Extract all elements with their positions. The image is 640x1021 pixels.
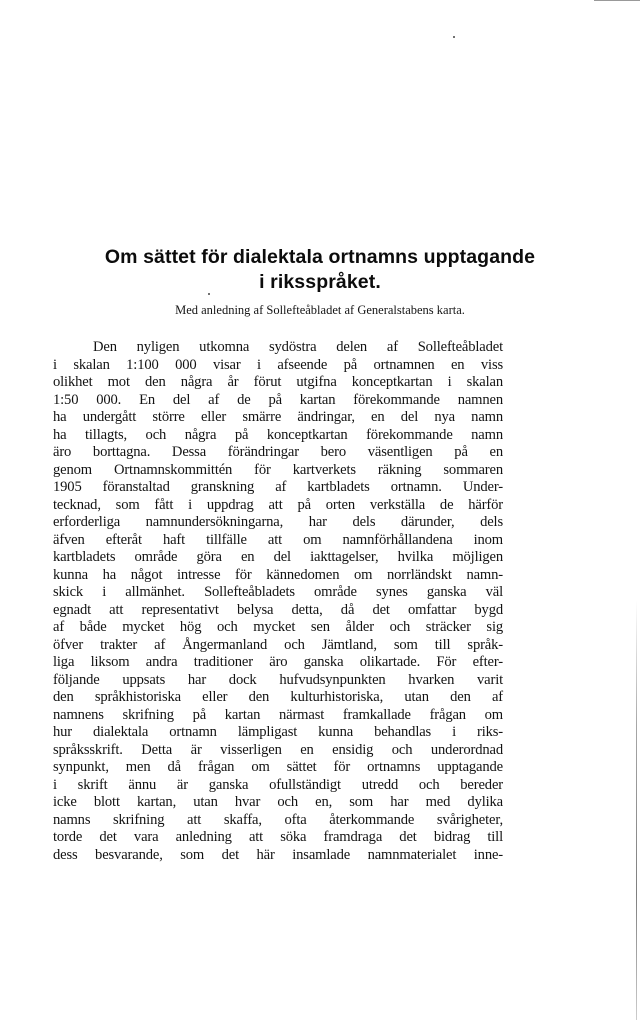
article-subtitle: Med anledning af Sollefteåbladet af Generalstabens karta. — [175, 303, 465, 317]
body-line: synpunkt, men då frågan om sättet för ortnamns upptagande — [53, 759, 503, 775]
body-line: skick i allmänhet. Sollefteåbladets område synes ganska väl — [53, 584, 503, 600]
body-line: följande uppsats har dock hufvudsynpunkten hvarken varit — [53, 671, 503, 688]
body-line: i skalan 1:100 000 visar i afseende på ortnamnen en viss — [53, 356, 503, 373]
article-body — [53, 339, 503, 864]
body-line: 1905 föranstaltad granskning af kartbladets ortnamn. Under- — [53, 479, 503, 495]
body-line: erforderliga namnundersökningarna, har dels därunder, dels — [53, 514, 503, 530]
body-line: den språkhistoriska eller den kulturhistoriska, utan den af — [53, 689, 503, 705]
body-line: dess besvarande, som det här insamlade namnmaterialet inne- — [53, 846, 503, 863]
body-line: liga liksom andra traditioner äro ganska olikartade. För efter- — [53, 654, 503, 670]
body-line: ha tillagts, och några på konceptkartan förekommande namn — [53, 426, 503, 443]
body-line: äfven efteråt haft tillfälle att om namnförhållandena inom — [53, 531, 503, 548]
body-line: namns skrifning att skaffa, ofta återkommande svårigheter, — [53, 811, 503, 828]
article-title-line-1: Om sättet för dialektala ortnamns upptagande — [104, 246, 536, 268]
body-line: öfver trakter af Ångermanland och Jämtland, som till språk- — [53, 636, 503, 653]
body-line: hur dialektala ortnamn lämpligast kunna behandlas i riks- — [53, 724, 503, 740]
body-line: torde det vara anledning att söka framdraga det bidrag till — [53, 829, 503, 845]
page-edge-shadow — [636, 600, 637, 1020]
body-line: tecknad, som fått i uppdrag att på orten verkställa de härför — [53, 496, 503, 513]
body-line: Den nyligen utkomna sydöstra delen af Sollefteåbladet — [93, 339, 503, 355]
body-line: ha undergått större eller smärre ändringar, en del nya namn — [53, 409, 503, 425]
body-line: kartbladets område göra en del iakttagelser, hvilka möjligen — [53, 549, 503, 565]
page-edge-mark — [594, 0, 640, 1]
body-line: i skrift ännu är ganska ofullständigt utredd och bereder — [53, 776, 503, 793]
body-line: icke blott kartan, utan hvar och en, som har med dylika — [53, 794, 503, 810]
scan-speck — [453, 36, 455, 38]
body-line: kunna ha något intresse för kännedomen om norrländskt namn- — [53, 566, 503, 583]
body-line: språksskrift. Detta är visserligen en ensidig och underordnad — [53, 741, 503, 758]
body-line: egnadt att representativt belysa detta, då det omfattar bygd — [53, 601, 503, 618]
body-line: af både mycket hög och mycket sen ålder och sträcker sig — [53, 619, 503, 635]
body-line: genom Ortnamnskommittén för kartverkets räkning sommaren — [53, 461, 503, 478]
body-line: äro borttagna. Dessa förändringar bero väsentligen på en — [53, 444, 503, 460]
body-line: olikhet mot den några år förut utgifna konceptkartan i skalan — [53, 374, 503, 390]
article-title-line-2: i riksspråket. — [259, 271, 381, 293]
body-line: namnens skrifning på kartan närmast framkallade frågan om — [53, 706, 503, 723]
body-line: 1:50 000. En del af de på kartan förekommande namnen — [53, 391, 503, 408]
